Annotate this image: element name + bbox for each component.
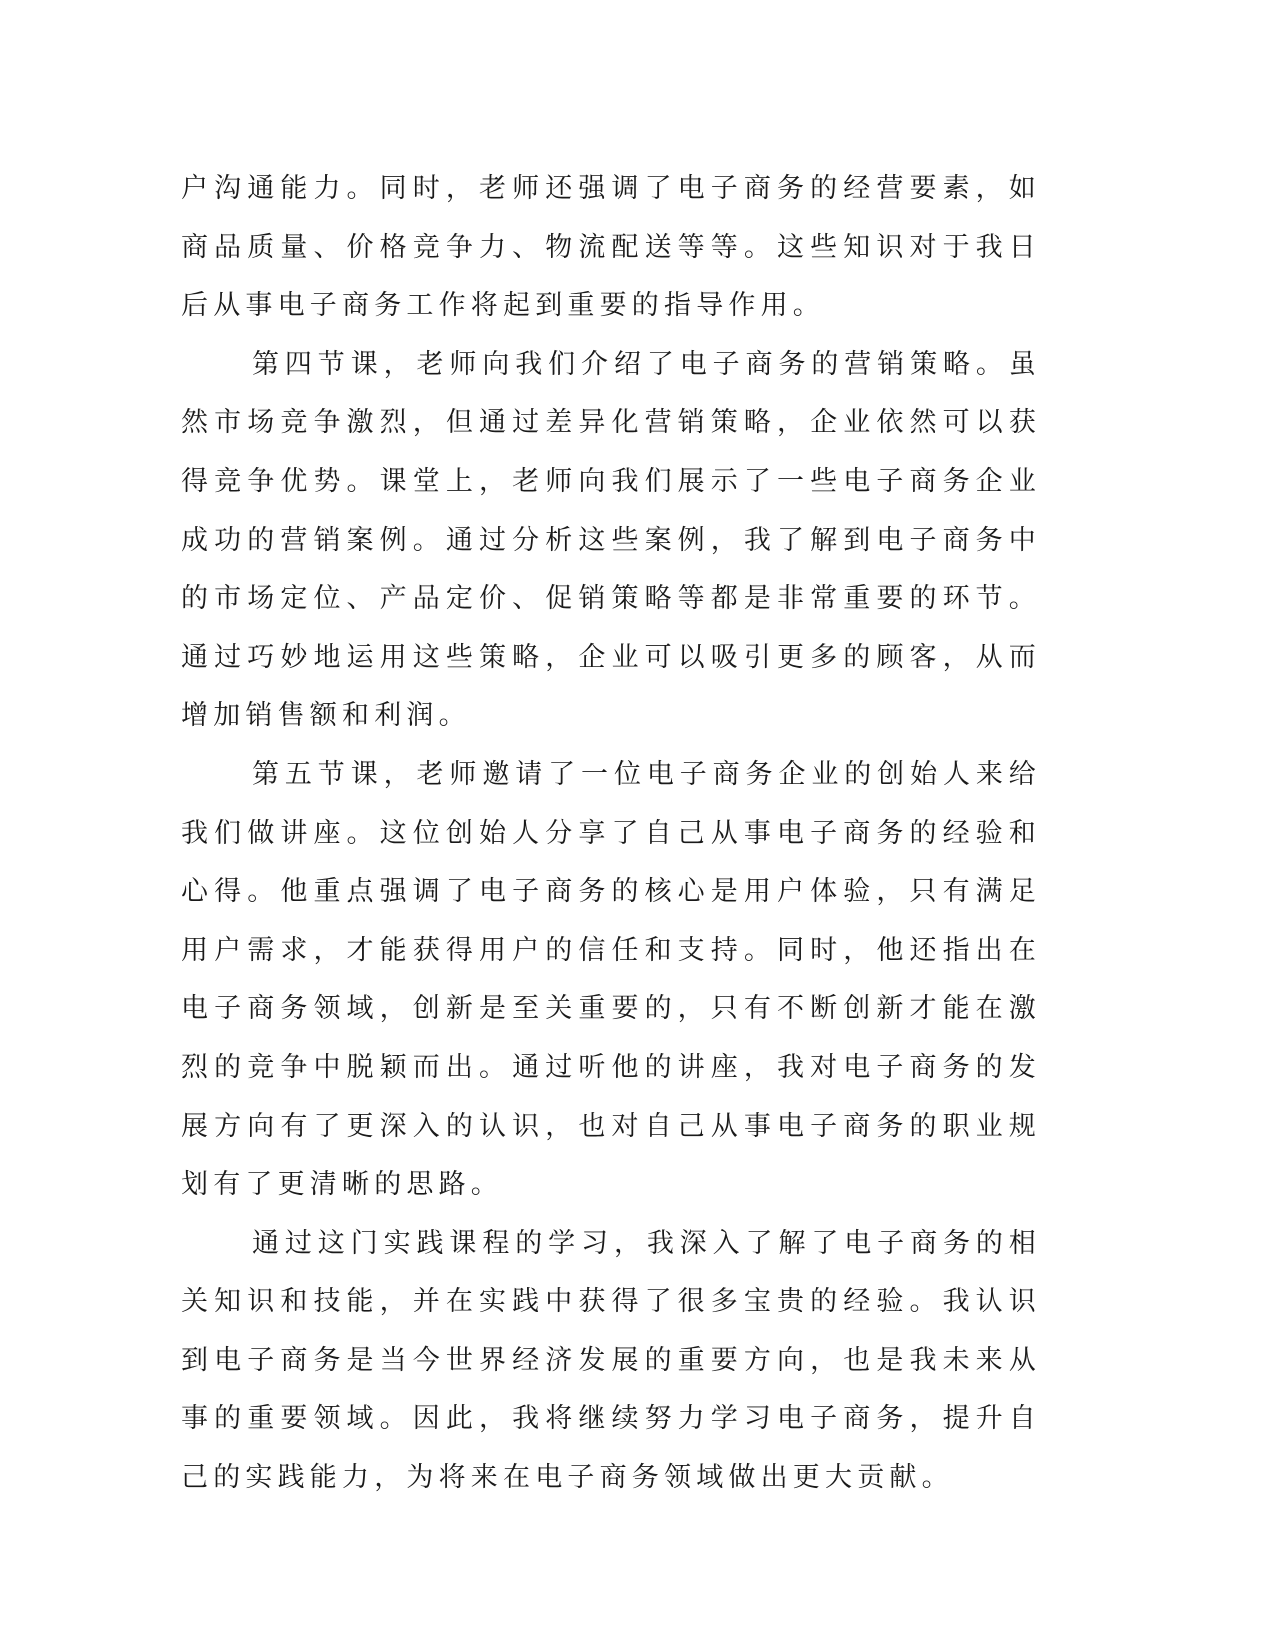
paragraph-continuation: 户沟通能力。同时，老师还强调了电子商务的经营要素，如商品质量、价格竞争力、物流配送等等。这些知识对于我日后从事电子商务工作将起到重要的指导作用。	[181, 173, 1041, 322]
paragraph-lesson-four: 第四节课，老师向我们介绍了电子商务的营销策略。虽然市场竞争激烈，但通过差异化营销策略，企业依然可以获得竞争优势。课堂上，老师向我们展示了一些电子商务企业成功的营销案例。通过分析这些案例，我了解到电子商务中的市场定位、产品定价、促销策略等都是非常重要的环节。通过巧妙地运用这些策略，企业可以吸引更多的顾客，从而增加销售额和利润。	[181, 348, 1041, 732]
paragraph-lesson-five: 第五节课，老师邀请了一位电子商务企业的创始人来给我们做讲座。这位创始人分享了自己从事电子商务的经验和心得。他重点强调了电子商务的核心是用户体验，只有满足用户需求，才能获得用户的信任和支持。同时，他还指出在电子商务领域，创新是至关重要的，只有不断创新才能在激烈的竞争中脱颖而出。通过听他的讲座，我对电子商务的发展方向有了更深入的认识，也对自己从事电子商务的职业规划有了更清晰的思路。	[181, 758, 1041, 1201]
document-body	[181, 160, 1041, 1508]
paragraph-conclusion: 通过这门实践课程的学习，我深入了解了电子商务的相关知识和技能，并在实践中获得了很多宝贵的经验。我认识到电子商务是当今世界经济发展的重要方向，也是我未来从事的重要领域。因此，我将继续努力学习电子商务，提升自己的实践能力，为将来在电子商务领域做出更大贡献。	[181, 1227, 1041, 1494]
